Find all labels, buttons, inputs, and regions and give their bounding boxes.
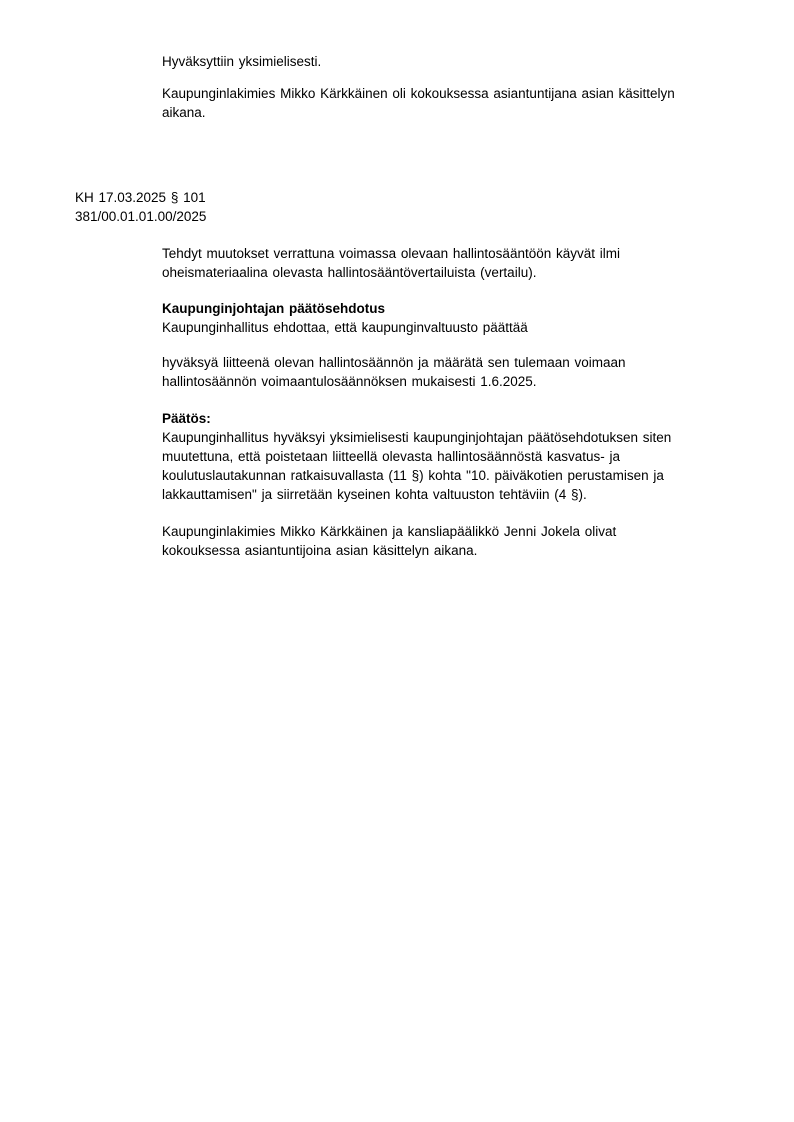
case-reference [75,188,206,226]
proposal-section [162,299,528,337]
approval-note-text: Hyväksyttiin yksimielisesti. [162,54,322,69]
changes-paragraph [162,244,620,282]
decision-heading: Päätös: [162,411,211,426]
experts-note-line-1: Kaupunginlakimies Mikko Kärkkäinen ja kansliapäälikkö Jenni Jokela olivat [162,524,617,539]
changes-line-2: oheismateriaalina olevasta hallintosääntövertailuista (vertailu). [162,265,537,280]
expert-note-paragraph [162,84,675,122]
approval-note [162,52,321,71]
decision-line-3: koulutuslautakunnan ratkaisuvallasta (11 §) kohta "10. päiväkotien perustamisen ja [162,468,664,483]
expert-note-line-1: Kaupunginlakimies Mikko Kärkkäinen oli kokouksessa asiantuntijana asian käsittelyn [162,86,675,101]
proposal-body [162,353,626,391]
changes-line-1: Tehdyt muutokset verrattuna voimassa olevaan hallintosääntöön käyvät ilmi [162,246,620,261]
proposal-body-line-1: hyväksyä liitteenä olevan hallintosäännön ja määrätä sen tulemaan voimaan [162,355,626,370]
decision-section [162,409,671,504]
proposal-heading: Kaupunginjohtajan päätösehdotus [162,301,385,316]
experts-note-line-2: kokouksessa asiantuntijoina asian käsittelyn aikana. [162,543,478,558]
proposal-intro: Kaupunginhallitus ehdottaa, että kaupunginvaltuusto päättää [162,320,528,335]
decision-line-1: Kaupunginhallitus hyväksyi yksimielisesti kaupunginjohtajan päätösehdotuksen siten [162,430,672,445]
board-item-reference: KH 17.03.2025 § 101 [75,190,206,205]
diary-number: 381/00.01.01.00/2025 [75,209,207,224]
decision-line-4: lakkauttamisen" ja siirretään kyseinen kohta valtuuston tehtäviin (4 §). [162,487,587,502]
expert-note-line-2: aikana. [162,105,206,120]
experts-note-paragraph [162,522,616,560]
proposal-body-line-2: hallintosäännön voimaantulosäännöksen mukaisesti 1.6.2025. [162,374,537,389]
decision-line-2: muutettuna, että poistetaan liitteellä olevasta hallintosäännöstä kasvatus- ja [162,449,621,464]
